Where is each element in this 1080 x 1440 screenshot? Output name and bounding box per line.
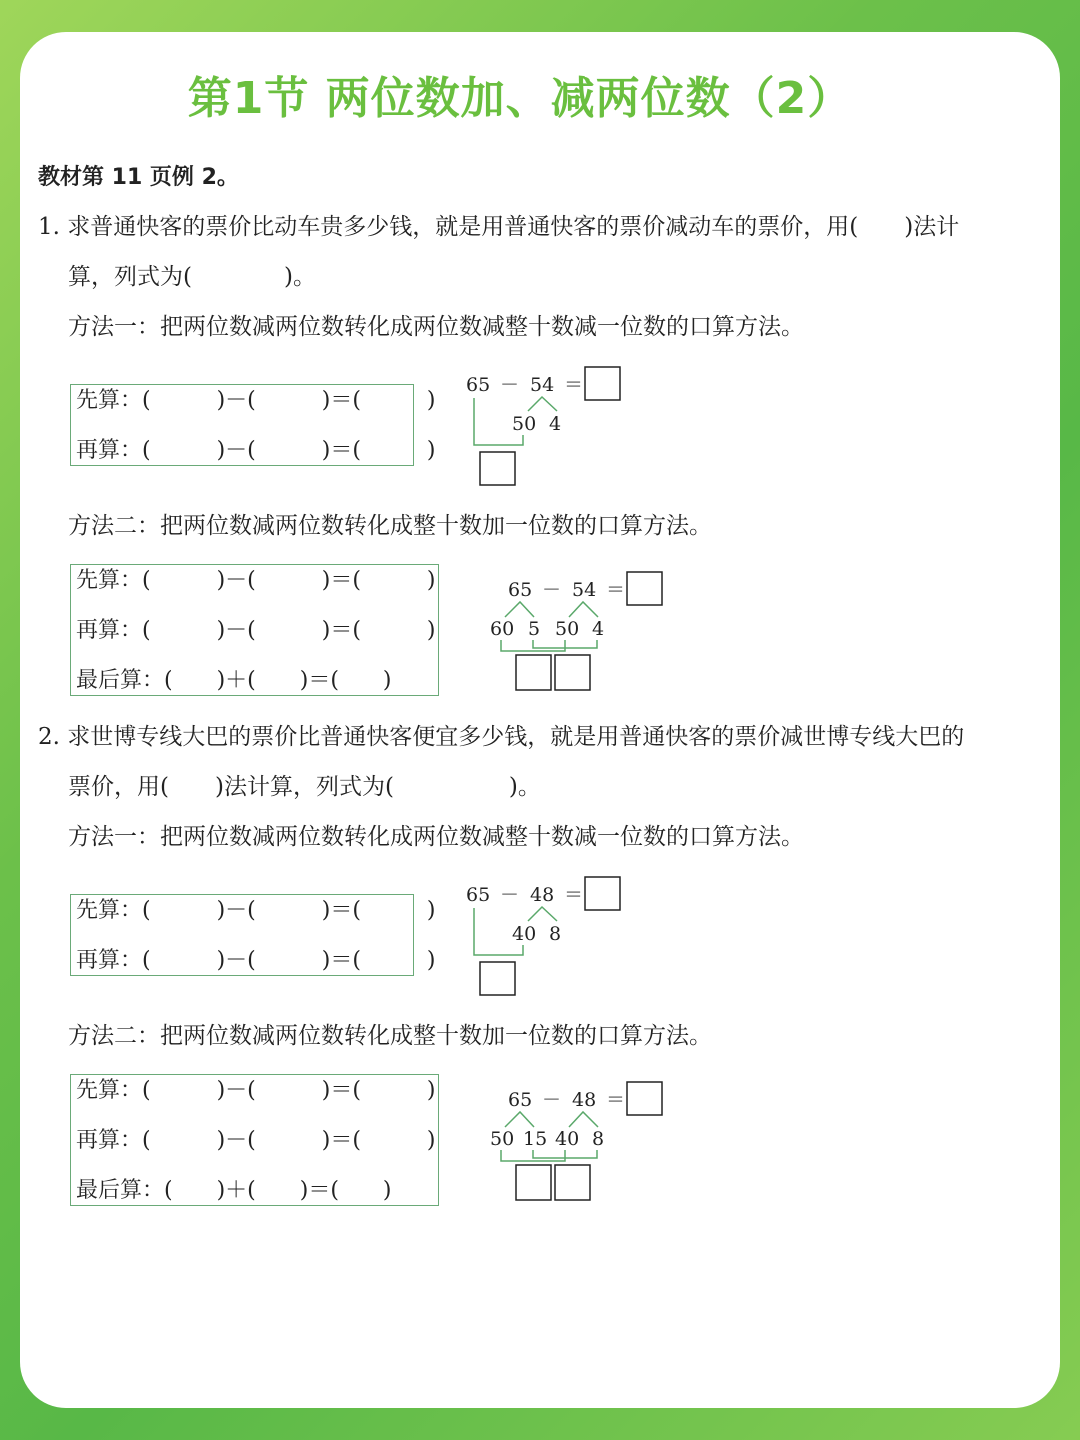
q2-method1-text: 方法一：把两位数减两位数转化成两位数减整十数减一位数的口算方法。 [68,824,804,850]
q1-d2-ones-box [555,655,590,690]
q2-text-line2: 票价，用( )法计算，列式为( )。 [68,774,541,800]
q2-d1-minuend: 65 [466,884,491,906]
q2-d1-answer-box [585,877,620,910]
q2-m2-last-step: 最后算：( )＋( )＝( ) [76,1178,392,1203]
q2-d1-equals: ＝ [564,884,584,906]
textbook-reference: 教材第 11 页例 2。 [38,165,239,190]
q1-d1-subtrahend: 54 [530,374,555,396]
q1-method2-text: 方法二：把两位数减两位数转化成整十数加一位数的口算方法。 [68,513,712,539]
q1-d1-step-box [480,452,515,485]
q1-m1-then-step: 再算：( )－( )＝( ) [76,438,436,463]
q1-d2-split-a-ones: 5 [528,618,541,640]
q2-d2-tens-box [516,1165,551,1200]
q1-method1-text: 方法一：把两位数减两位数转化成两位数减整十数减一位数的口算方法。 [68,314,804,340]
q1-m2-first-step: 先算：( )－( )＝( ) [76,568,436,593]
q2-d2-split-b-tens: 40 [555,1128,580,1150]
q1-d2-subtrahend: 54 [572,579,597,601]
q1-text-line1: 1. 求普通快客的票价比动车贵多少钱，就是用普通快客的票价减动车的票价，用( )法计 [38,214,960,240]
q1-d1-split-tens: 50 [512,413,537,435]
q2-d2-ones-box [555,1165,590,1200]
q2-d2-minuend: 65 [508,1089,533,1111]
q1-method2-diagram [485,565,685,705]
q2-m1-then-step: 再算：( )－( )＝( ) [76,948,436,973]
q2-d2-equals: ＝ [606,1089,626,1111]
q1-d1-split-ones: 4 [549,413,562,435]
q1-method1-diagram [460,360,660,500]
q2-d2-subtrahend: 48 [572,1089,597,1111]
q2-d2-split-a-ones: 15 [523,1128,548,1150]
q1-d2-split-a-tens: 60 [490,618,515,640]
q2-d1-step-box [480,962,515,995]
q2-d1-split-tens: 40 [512,923,537,945]
q2-d1-split-ones: 8 [549,923,562,945]
q1-d1-minus: － [500,374,520,396]
q1-m2-then-step: 再算：( )－( )＝( ) [76,618,436,643]
q2-method1-diagram [460,870,660,1010]
q1-d2-split-b-tens: 50 [555,618,580,640]
q1-m2-last-step: 最后算：( )＋( )＝( ) [76,668,392,693]
q1-d2-tens-box [516,655,551,690]
q2-d2-split-a-tens: 50 [490,1128,515,1150]
q2-text-line1: 2. 求世博专线大巴的票价比普通快客便宜多少钱，就是用普通快客的票价减世博专线大巴的 [38,724,965,750]
q1-d1-minuend: 65 [466,374,491,396]
q2-d2-split-b-ones: 8 [592,1128,605,1150]
q1-d2-minuend: 65 [508,579,533,601]
q1-d2-minus: － [542,579,562,601]
q2-d2-minus: － [542,1089,562,1111]
q2-d1-subtrahend: 48 [530,884,555,906]
q1-d1-equals: ＝ [564,374,584,396]
q2-m1-first-step: 先算：( )－( )＝( ) [76,898,436,923]
q2-method2-diagram [485,1075,685,1215]
q1-d2-answer-box [627,572,662,605]
q2-m2-then-step: 再算：( )－( )＝( ) [76,1128,436,1153]
q2-m2-first-step: 先算：( )－( )＝( ) [76,1078,436,1103]
q1-d1-answer-box [585,367,620,400]
q2-d2-answer-box [627,1082,662,1115]
q2-method2-text: 方法二：把两位数减两位数转化成整十数加一位数的口算方法。 [68,1023,712,1049]
q1-d2-split-b-ones: 4 [592,618,605,640]
q1-d2-equals: ＝ [606,579,626,601]
page-title: 第1节 两位数加、减两位数（2） [187,73,853,124]
q1-text-line2: 算，列式为( )。 [68,264,316,290]
q2-d1-minus: － [500,884,520,906]
q1-m1-first-step: 先算：( )－( )＝( ) [76,388,436,413]
